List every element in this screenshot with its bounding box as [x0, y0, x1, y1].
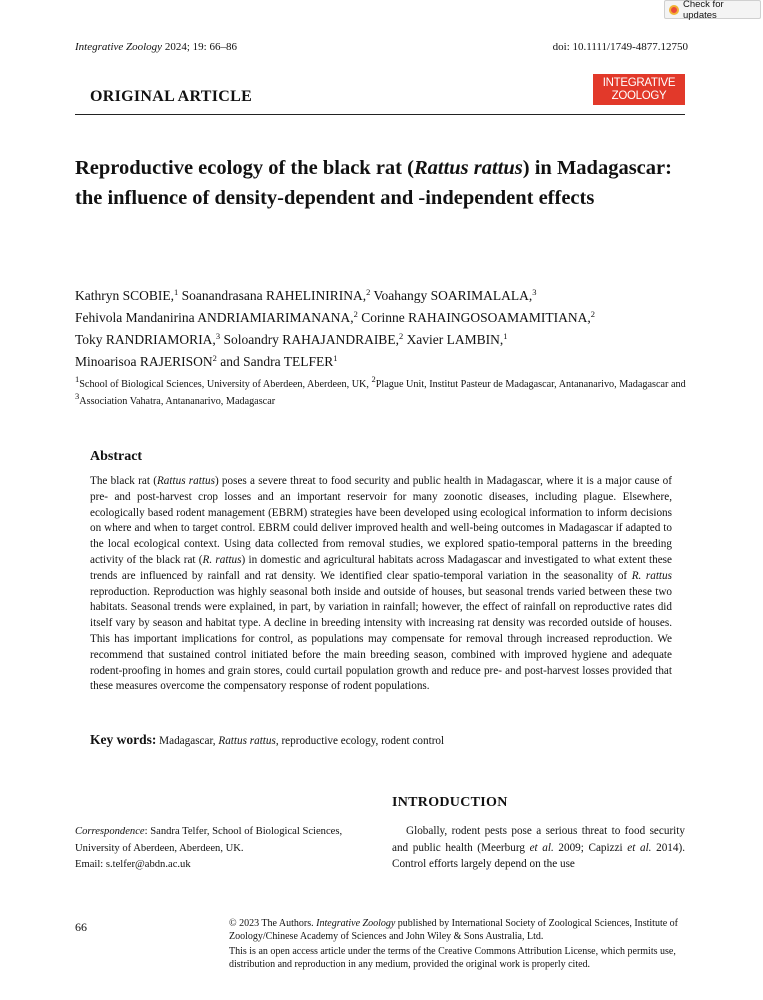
correspondence-email[interactable]: Email: s.telfer@abdn.ac.uk — [75, 859, 191, 870]
journal-logo — [593, 74, 685, 105]
correspondence-block: Correspondence: Sandra Telfer, School of Biological Sciences, University of Aberdeen, Aberdeen, UK. Email: s.telfer@abdn.ac.uk — [75, 826, 343, 870]
journal-name: Integrative Zoology — [75, 41, 163, 53]
keywords: Key words: Madagascar, Rattus rattus, reproductive ecology, rodent control — [90, 732, 445, 747]
header-divider — [75, 114, 685, 115]
logo-line-2: ZOOLOGY — [611, 89, 667, 102]
article-type-label: ORIGINAL ARTICLE — [90, 88, 253, 105]
affiliations: $^1$School of Biological Sciences, University of Aberdeen, Aberdeen, UK, $^2$Plague Unit, Institut Pasteur de Madagascar, Antananarivo, Madagascar and $^3$Association Vahatra, Antananarivo, Madagascar — [75, 374, 686, 407]
author[interactable]: Minoarisoa RAJERISON$^2$ — [75, 353, 217, 369]
introduction-heading: INTRODUCTION — [392, 795, 508, 810]
author[interactable]: Xavier LAMBIN,$^1$ — [406, 331, 508, 347]
author[interactable]: Soloandry RAHAJANDRAIBE,$^2$ — [223, 331, 404, 347]
doi-link[interactable]: doi: 10.1111/1749-4877.12750 — [552, 41, 688, 53]
check-for-updates-label: Check for updates — [682, 0, 724, 21]
correspondence-label: Correspondence — [75, 826, 145, 837]
title-text-2: ) in Madagascar: the influence of density-dependent and -independent effects — [75, 157, 672, 209]
title-text-1: Reproductive ecology of the black rat ( — [75, 157, 414, 179]
author[interactable]: Corinne RAHAINGOSOAMAMITIANA,$^2$ — [361, 309, 595, 325]
journal-details: 2024; 19: 66–86 — [164, 41, 237, 53]
check-for-updates-button[interactable] — [664, 0, 761, 19]
logo-line-1: INTEGRATIVE — [602, 76, 676, 89]
affiliation: School of Biological Sciences, University of Aberdeen, Aberdeen, UK, — [79, 379, 372, 390]
abstract-heading: Abstract — [90, 449, 143, 464]
license-notice: This is an open access article under the terms of the Creative Commons Attribution License, which permits use, distribution and reproduction in any medium, provided the original work is properly cited. — [229, 946, 676, 970]
author[interactable]: Toky RANDRIAMORIA,$^3$ — [75, 331, 221, 347]
author[interactable]: Voahangy SOARIMALALA,$^3$ — [373, 287, 537, 303]
keywords-label: Key words: — [90, 732, 157, 747]
affiliation: Association Vahatra, Antananarivo, Madagascar — [79, 396, 276, 407]
crossmark-icon — [669, 5, 679, 15]
article-title — [75, 153, 690, 213]
affiliation: Plague Unit, Institut Pasteur de Madagascar, Antananarivo, Madagascar and — [375, 379, 686, 390]
author[interactable]: Soanandrasana RAHELINIRINA,$^2$ — [181, 287, 371, 303]
author[interactable]: Fehivola Mandanirina ANDRIAMIARIMANANA,$^2$ — [75, 309, 358, 325]
introduction-body: Globally, rodent pests pose a serious threat to food security and public health (Meerburg et al. 2009; Capizzi et al. 2014). Control efforts largely depend on the use — [392, 825, 686, 870]
copyright-notice: © 2023 The Authors. Integrative Zoology published by International Society of Zoological Sciences, Institute of Zoology/Chinese Academy of Sciences and John Wiley & Sons Australia, Ltd. — [229, 918, 679, 942]
running-header-journal — [75, 41, 237, 53]
author[interactable]: and Sandra TELFER$^1$ — [220, 353, 338, 369]
author-list — [75, 285, 695, 373]
title-species: Rattus rattus — [413, 157, 523, 179]
abstract-body: The black rat (Rattus rattus) poses a severe threat to food security and public health in Madagascar, where it is a major cause of pre- and post-harvest crop losses and an important reservoir for many zoonotic diseases, including plague. Elsewhere, ecologically based rodent management (EBRM) strategies have been developed using ecological information to inform decisions on where and when to target control. EBRM could deliver improved health and well-being outcomes in Madagascar if adapted to the local ecological context. Using data collected from removal studies, we explored spatio-temporal patterns in the breeding activity of the black rat (R. rattus) in domestic and agricultural habitats across Madagascar and investigated to what extent these trends are influenced by rainfall and rat density. We identified clear spatio-temporal variation in the seasonality of R. rattus reproduction. Reproduction was highly seasonal both inside and outside of houses, but seasonal trends varied between these two habitats. Seasonal trends were explained, in part, by variation in rainfall; however, the effect of rainfall on reproductive rates did itself vary by season and habitat type. A decline in breeding intensity with increasing rat density was recorded outside of houses. This has important implications for control, as populations may compensate for removal through increased reproduction. We recommend that sustained control initiated before the main breeding season, combined with improved hygiene and adequate rodent-proofing in homes and grain stores, could curtail population growth and reduce pre- and post-harvest losses provided that these measures overcome the compensatory response of rodent populations. — [90, 475, 673, 693]
page-number: 66 — [75, 920, 87, 934]
author[interactable]: Kathryn SCOBIE,$^1$ — [75, 287, 179, 303]
